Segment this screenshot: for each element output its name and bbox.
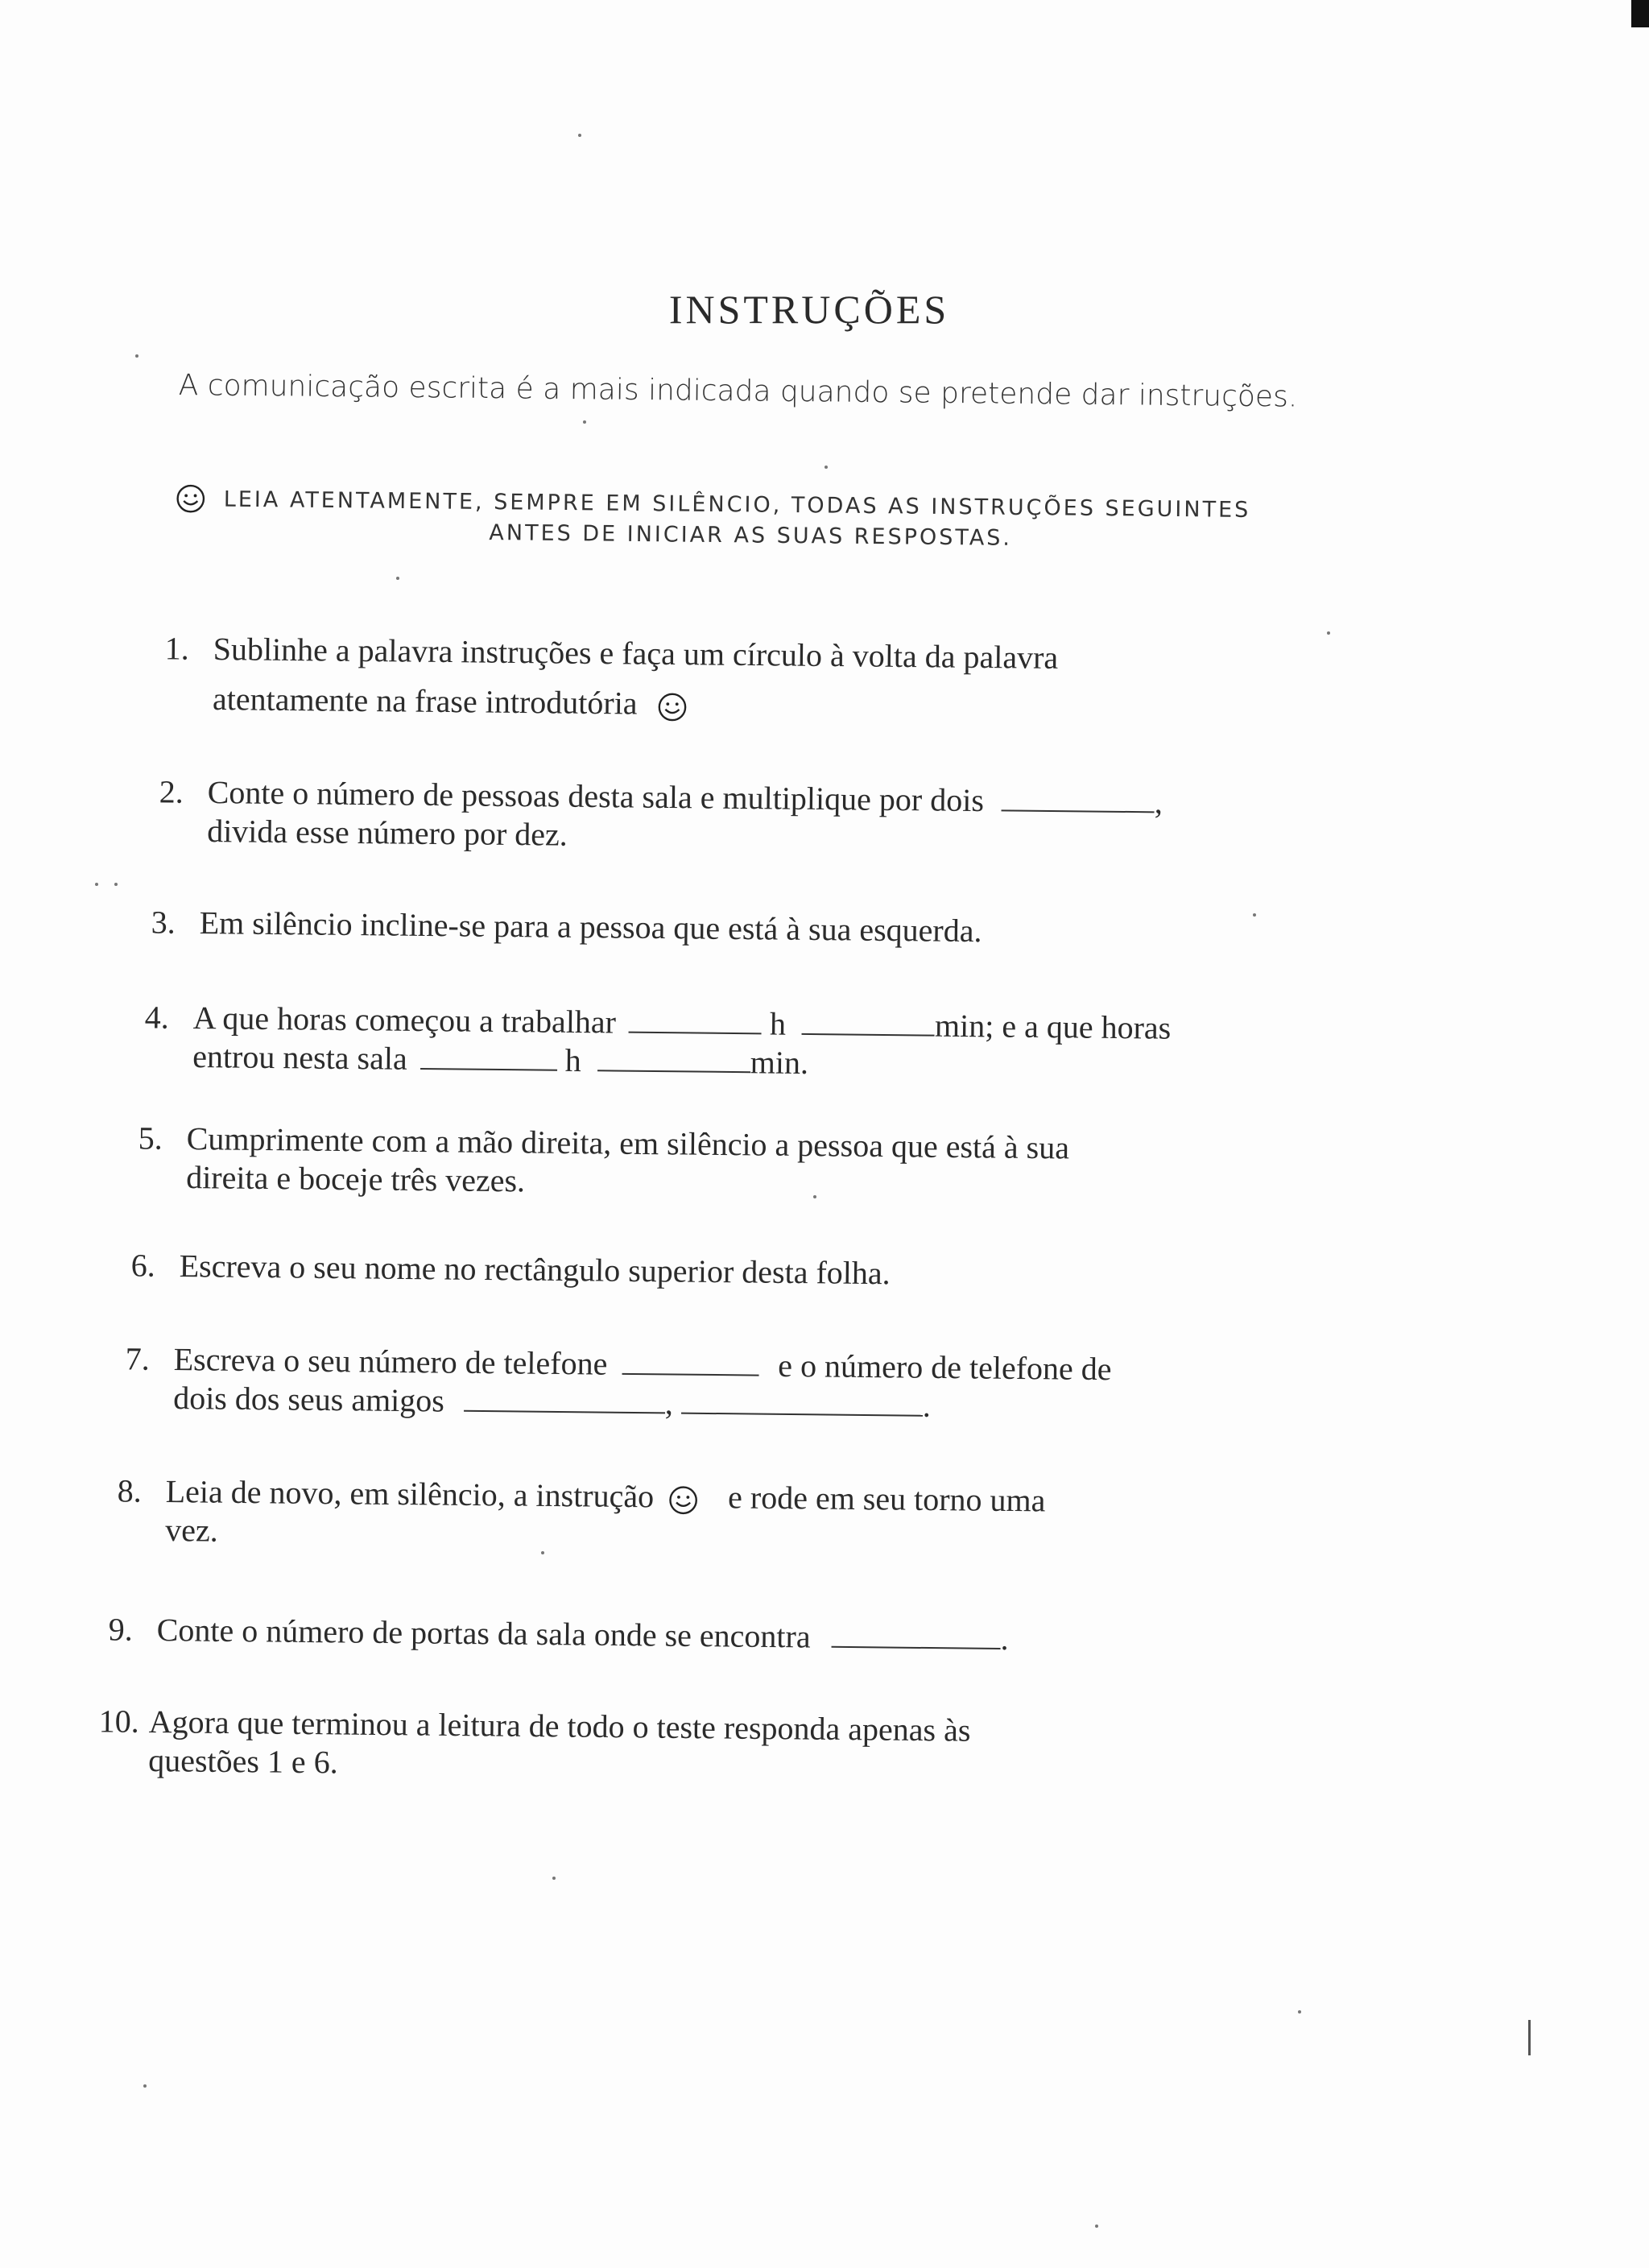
item-line-1-b: min; e a que horas	[934, 1007, 1172, 1046]
item-line-2: atentamente na frase introdutória	[212, 680, 638, 722]
item-line-1-a: Leia de novo, em silêncio, a instrução	[165, 1472, 655, 1515]
friend-phone-2-blank[interactable]	[681, 1385, 923, 1417]
item-line-2-a: dois dos seus amigos	[172, 1379, 445, 1419]
instruction-item-9	[108, 1608, 1009, 1662]
item-number: 5.	[138, 1120, 163, 1157]
item-line-1: Conte o número de pessoas desta sala e multiplique por dois	[207, 773, 985, 819]
margin-mark	[1528, 2020, 1531, 2055]
scan-speck	[1298, 2010, 1301, 2013]
scan-speck	[143, 2084, 147, 2088]
notice-line-1: LEIA ATENTAMENTE, SEMPRE EM SILÊNCIO, TODAS AS INSTRUÇÕES SEGUINTES	[223, 486, 1251, 523]
instruction-item-10	[98, 1699, 971, 1792]
scan-speck	[396, 577, 399, 580]
notice-line-2: ANTES DE INICIAR AS SUAS RESPOSTAS.	[489, 520, 1013, 551]
scan-speck	[135, 354, 138, 358]
scan-speck	[1253, 913, 1256, 917]
friend-phone-1-blank[interactable]	[464, 1383, 665, 1414]
item-line-1: Sublinhe a palavra instruções e faça um círculo à volta da palavra	[213, 630, 1059, 676]
scan-speck	[95, 883, 98, 886]
item-line-1: Agora que terminou a leitura de todo o teste responda apenas às	[148, 1703, 971, 1749]
item-line-1: Escreva o seu nome no rectângulo superior desta folha.	[179, 1247, 891, 1292]
scan-speck	[813, 1195, 816, 1198]
scan-speck	[578, 134, 581, 137]
item-number: 8.	[117, 1472, 142, 1509]
item-line-1-end: ,	[1154, 784, 1163, 821]
item-number: 6.	[130, 1247, 155, 1284]
item-line-2: direita e boceje três vezes.	[185, 1158, 526, 1199]
instruction-item-4	[144, 995, 1172, 1090]
answer-blank[interactable]	[1002, 782, 1155, 813]
instruction-item-3	[151, 900, 982, 954]
item-number: 9.	[108, 1611, 133, 1648]
instruction-item-6	[130, 1244, 891, 1296]
item-line-1: Em silêncio incline-se para a pessoa que está à sua esquerda.	[199, 904, 982, 950]
item-line-1-end: .	[1000, 1620, 1009, 1658]
scan-speck	[583, 420, 586, 424]
start-minutes-blank[interactable]	[802, 1006, 935, 1037]
arrival-minutes-blank[interactable]	[597, 1042, 750, 1073]
smiley-icon	[668, 1484, 699, 1515]
instruction-item-1	[164, 627, 1059, 730]
item-number: 3.	[151, 904, 176, 941]
item-line-1-b: e rode em seu torno uma	[727, 1479, 1046, 1519]
start-hours-blank[interactable]	[629, 1004, 762, 1035]
instruction-item-2	[159, 770, 1163, 863]
item-number: 4.	[144, 999, 169, 1036]
item-number: 2.	[159, 773, 184, 810]
item-line-2-end: .	[922, 1387, 932, 1424]
scan-speck	[1095, 2225, 1098, 2228]
instruction-item-8	[117, 1469, 1046, 1562]
scan-speck	[1327, 631, 1330, 635]
phone-number-blank[interactable]	[622, 1346, 758, 1376]
scan-speck	[824, 466, 828, 469]
arrival-hours-blank[interactable]	[420, 1041, 557, 1071]
item-number: 10.	[98, 1703, 139, 1740]
instruction-item-7	[125, 1337, 1112, 1430]
scan-speck	[114, 883, 118, 886]
page-title: INSTRUÇÕES	[668, 287, 950, 332]
item-line-2-a: entrou nesta sala	[192, 1037, 407, 1077]
intro-sentence: A comunicação escrita é a mais indicada quando se pretende dar instruções.	[178, 369, 1298, 414]
item-line-2: vez.	[164, 1511, 218, 1549]
item-line-1: Conte o número de portas da sala onde se encontra	[156, 1611, 811, 1655]
item-line-2-b: min.	[750, 1044, 809, 1082]
item-number: 1.	[164, 630, 189, 667]
hours-unit: h	[769, 1005, 787, 1042]
smiley-icon	[656, 692, 687, 722]
item-line-1-a: A que horas começou a trabalhar	[192, 999, 617, 1041]
scan-speck	[541, 1551, 544, 1554]
hours-unit: h	[564, 1041, 581, 1079]
item-line-1-b: e o número de telefone de	[778, 1347, 1112, 1388]
scan-speck	[552, 1877, 556, 1880]
item-line-2-sep: ,	[664, 1384, 674, 1422]
doors-count-blank[interactable]	[831, 1619, 1000, 1649]
item-line-2: questões 1 e 6.	[147, 1741, 338, 1781]
instruction-item-5	[138, 1116, 1070, 1209]
item-line-2: divida esse número por dez.	[206, 812, 568, 853]
item-line-1-a: Escreva o seu número de telefone	[173, 1340, 608, 1382]
item-number: 7.	[125, 1340, 150, 1377]
item-line-1: Cumprimente com a mão direita, em silêncio a pessoa que está à sua	[186, 1120, 1070, 1166]
